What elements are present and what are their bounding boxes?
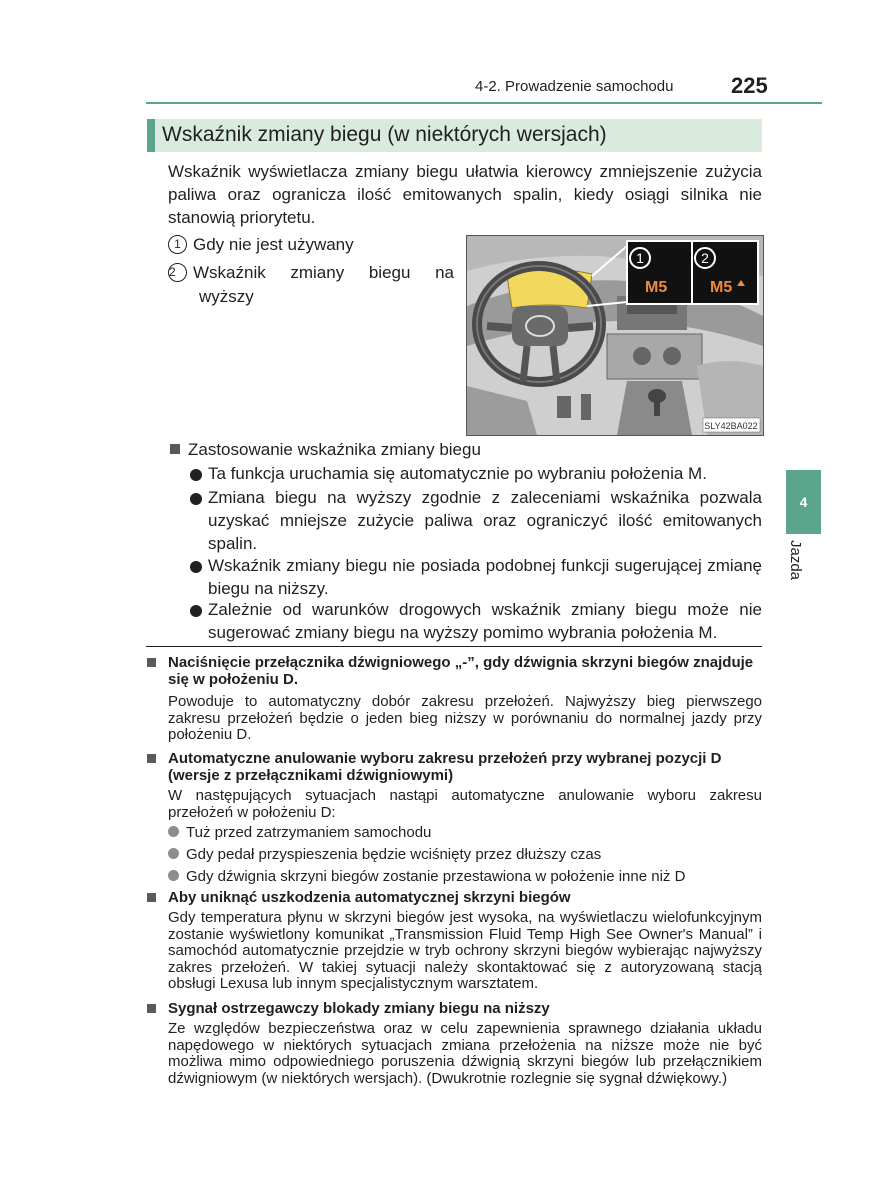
note-2-bullet-2: Gdy pedał przyspieszenia będzie wciśnięty przez dłuższy czas bbox=[168, 847, 762, 864]
dashboard-illustration bbox=[466, 235, 764, 436]
grey-bullet-icon bbox=[168, 826, 179, 837]
usage-bullet-1: Ta funkcja uruchamia się automatycznie po wybraniu położenia M. bbox=[208, 464, 707, 483]
square-bullet-icon bbox=[147, 658, 156, 667]
note-2-text: W następujących sytuacjach nastąpi automatyczne anulowanie wyboru zakresu przełożeń w położeniu D: bbox=[168, 787, 762, 821]
bullet-icon bbox=[190, 604, 202, 622]
caption-1 bbox=[168, 233, 354, 256]
note-3-text: Gdy temperatura płynu w skrzyni biegów jest wysoka, na wyświetlaczu wielofunkcyjnym zostanie wyświetlony komunikat „Transmission Fluid Temp High See Owner's Manual” i samochód automatycznie przejdzie w tryb ochrony skrzyni biegów wybierając najwyższy zakres przełożeń. W takiej sytuacji należy skontaktować się z autoryzowaną stacją obsługi Lexusa lub innym specjalistycznym warsztatem. bbox=[168, 909, 762, 992]
running-header-section: 4-2. Prowadzenie samochodu bbox=[475, 78, 674, 95]
note-3-heading: Aby uniknąć uszkodzenia automatycznej skrzyni biegów bbox=[168, 889, 571, 906]
square-bullet-icon bbox=[147, 1004, 156, 1013]
title-accent-bar bbox=[147, 119, 155, 152]
chapter-label: Jazda bbox=[787, 540, 804, 581]
circled-number-1: 1 bbox=[168, 235, 187, 254]
square-bullet-icon bbox=[147, 754, 156, 763]
note-2-heading: Automatyczne anulowanie wyboru zakresu przełożeń przy wybranej pozycji D (wersje z przełącznikami dźwigniowymi) bbox=[168, 750, 722, 784]
grey-bullet-icon bbox=[168, 870, 179, 881]
section-title: Wskaźnik zmiany biegu (w niektórych wersjach) bbox=[162, 123, 607, 146]
note-4-text: Ze względów bezpieczeństwa oraz w celu zapewnienia sprawnego działania układu napędowego w niektórych sytuacjach zmiana przełożenia na niższe może nie być możliwa mimo odpowiedniego poruszenia dźwignią skrzyni biegów lub przełącznikiem dźwigniowym (w niektórych wersjach). (Dwukrotnie rozlegnie się sygnał dźwiękowy.) bbox=[168, 1020, 762, 1087]
caption-2-continued: wyższy bbox=[199, 287, 254, 306]
square-bullet-icon bbox=[170, 444, 180, 454]
intro-paragraph: Wskaźnik wyświetlacza zmiany biegu ułatwia kierowcy zmniejszenie zużycia paliwa oraz ogranicza ilość emitowanych spalin, kiedy osiągi silnika nie stanowią priorytetu. bbox=[168, 162, 762, 227]
usage-bullet-2: Zmiana biegu na wyższy zgodnie z zaleceniami wskaźnika pozwala uzyskać mniejsze zużycie paliwa oraz ograniczyć ilość emitowanych spalin. bbox=[208, 488, 762, 553]
note-4-heading: Sygnał ostrzegawczy blokady zmiany biegu na niższy bbox=[168, 1000, 550, 1017]
chapter-number: 4 bbox=[799, 494, 808, 510]
section-divider bbox=[146, 646, 762, 647]
gear-display-2: M5 bbox=[710, 279, 733, 296]
callout-1-label: 1 bbox=[636, 250, 644, 266]
note-2-bullet-1: Tuż przed zatrzymaniem samochodu bbox=[168, 825, 762, 842]
usage-heading-text: Zastosowanie wskaźnika zmiany biegu bbox=[188, 440, 481, 459]
caption-1-text: Gdy nie jest używany bbox=[193, 235, 354, 254]
usage-bullet-3: Wskaźnik zmiany biegu nie posiada podobnej funkcji sugerującej zmianę biegu na niższy. bbox=[208, 556, 762, 598]
gear-display-1: M5 bbox=[645, 279, 668, 296]
cockpit-drawing bbox=[467, 236, 763, 435]
page-number: 225 bbox=[731, 73, 768, 98]
bullet-icon bbox=[190, 468, 202, 486]
circled-number-2: 2 bbox=[168, 263, 187, 282]
bullet-icon bbox=[190, 492, 202, 510]
usage-heading bbox=[170, 438, 481, 461]
square-bullet-icon bbox=[147, 893, 156, 902]
note-1-text: Powoduje to automatyczny dobór zakresu przełożeń. Najwyższy bieg pierwszego zakresu przełożeń będzie o jeden bieg niższy w porównaniu do normalnej jazdy przy położeniu D. bbox=[168, 693, 762, 743]
grey-bullet-icon bbox=[168, 848, 179, 859]
header-rule bbox=[146, 102, 822, 104]
bullet-icon bbox=[190, 560, 202, 578]
usage-bullet-4: Zależnie od warunków drogowych wskaźnik zmiany biegu może nie sugerować zmiany biegu na wyższy pomimo wybrania położenia M. bbox=[208, 600, 762, 642]
figure-code: SLY42BA022 bbox=[704, 421, 758, 431]
note-1-heading: Naciśnięcie przełącznika dźwigniowego „-”, gdy dźwignia skrzyni biegów znajduje się w położeniu D. bbox=[168, 654, 754, 688]
caption-2 bbox=[168, 261, 454, 284]
caption-2-text: Wskaźnik zmiany biegu na bbox=[193, 263, 454, 282]
note-2-bullet-3: Gdy dźwignia skrzyni biegów zostanie przestawiona w położenie inne niż D bbox=[168, 869, 768, 886]
callout-2-label: 2 bbox=[701, 250, 709, 266]
